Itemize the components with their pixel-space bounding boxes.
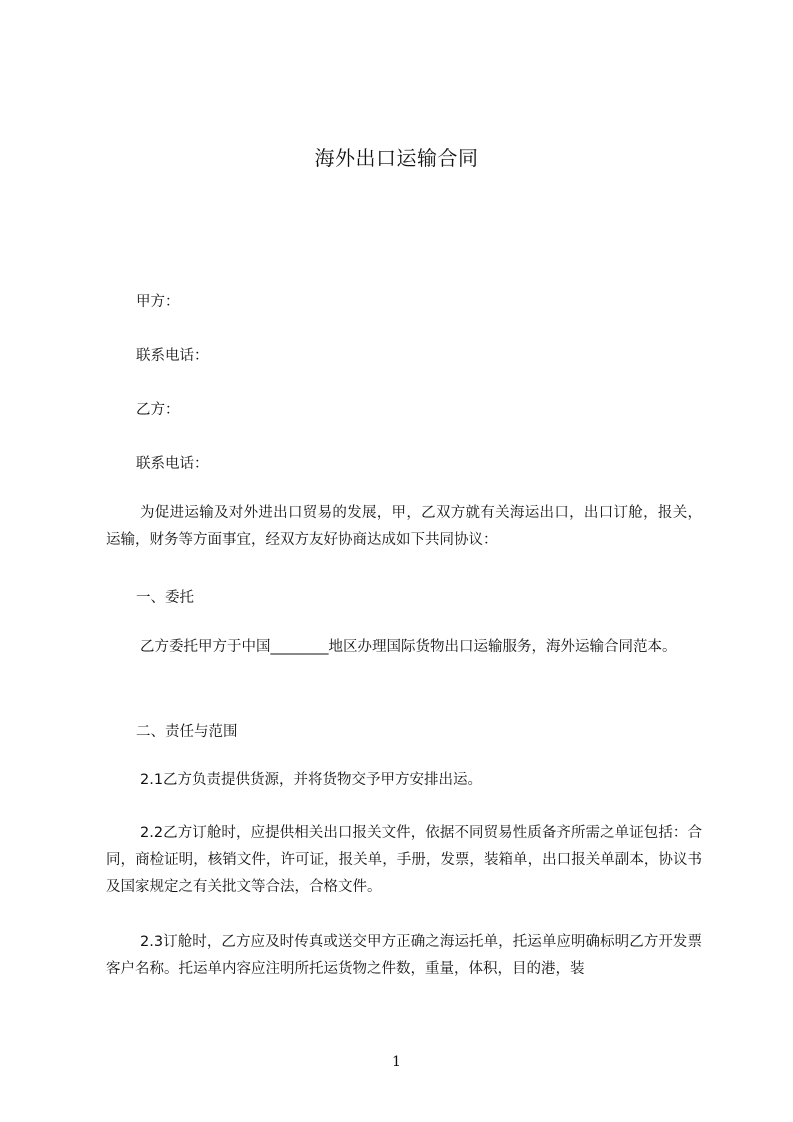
section-2-heading: 二、责任与范围	[136, 724, 238, 740]
party-b-phone-label: 联系电话：	[136, 456, 209, 472]
section-1-paragraph: 乙方委托甲方于中国________地区办理国际货物出口运输服务，海外运输合同范本。	[140, 639, 677, 655]
section-1-heading: 一、委托	[136, 590, 194, 606]
clause-2-3: 2.3订舱时，乙方应及时传真或送交甲方正确之海运托单，托运单应明确标明乙方开发票客户名称。托运单内容应注明所托运货物之件数，重量，体积，目的港，装	[106, 934, 702, 977]
page-number: 1	[392, 1054, 401, 1070]
clause-2-1: 2.1乙方负责提供货源，并将货物交予甲方安排出运。	[140, 772, 483, 788]
party-a-label: 甲方：	[136, 294, 180, 310]
party-a-phone-label: 联系电话：	[136, 348, 209, 364]
clause-2-2: 2.2乙方订舱时，应提供相关出口报关文件，依据不同贸易性质备齐所需之单证包括：合同，商检证明，核销文件，许可证，报关单，手册，发票，装箱单，出口报关单副本，协议书及国家规定之有关批文等合法，合格文件。	[106, 825, 702, 895]
document-title: 海外出口运输合同	[314, 146, 479, 170]
party-b-label: 乙方：	[136, 402, 180, 418]
intro-paragraph: 为促进运输及对外进出口贸易的发展，甲，乙双方就有关海运出口，出口订舱，报关，运输，财务等方面事宜，经双方友好协商达成如下共同协议：	[106, 505, 702, 548]
